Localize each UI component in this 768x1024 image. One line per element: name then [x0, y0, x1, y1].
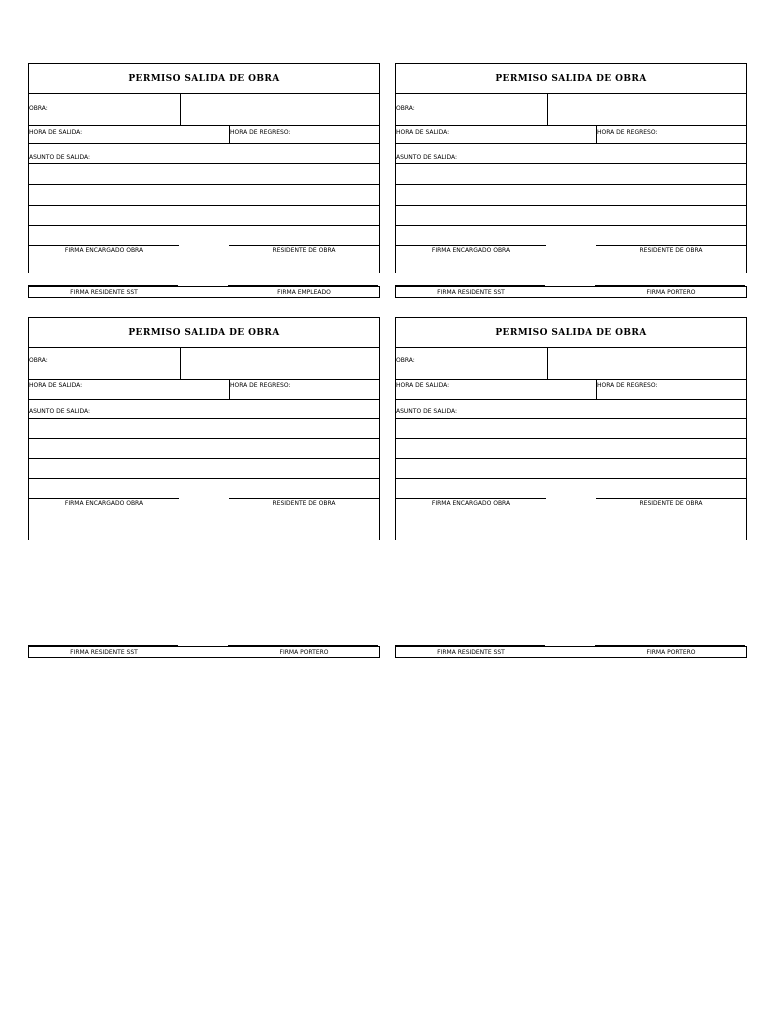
hora-regreso-label: HORA DE REGRESO: — [597, 129, 658, 136]
obra-label: OBRA: — [29, 105, 48, 112]
permit-footer — [395, 646, 747, 658]
firma-encargado-label: FIRMA ENCARGADO OBRA — [64, 500, 144, 507]
row-divider — [29, 347, 379, 348]
firma-encargado-label: FIRMA ENCARGADO OBRA — [64, 247, 144, 254]
asunto-label: ASUNTO DE SALIDA: — [396, 408, 458, 415]
permit-form — [28, 317, 380, 658]
obra-label: OBRA: — [396, 357, 415, 364]
hora-regreso-label: HORA DE REGRESO: — [597, 382, 658, 389]
permit-form — [395, 63, 747, 298]
signature-line — [29, 498, 179, 499]
permit-body — [28, 347, 380, 540]
row-divider — [29, 125, 379, 126]
obra-field-divider — [180, 347, 181, 379]
permit-footer — [395, 286, 747, 298]
obra-label: OBRA: — [29, 357, 48, 364]
residente-obra-label: RESIDENTE DE OBRA — [272, 500, 336, 507]
obra-field-divider — [547, 347, 548, 379]
row-divider — [29, 438, 379, 439]
asunto-label: ASUNTO DE SALIDA: — [29, 408, 91, 415]
obra-field-divider — [547, 93, 548, 125]
permit-title: PERMISO SALIDA DE OBRA — [395, 63, 747, 94]
row-divider — [396, 225, 746, 226]
permit-form — [28, 63, 380, 298]
permit-title: PERMISO SALIDA DE OBRA — [395, 317, 747, 348]
row-divider — [396, 438, 746, 439]
signature-line — [396, 498, 546, 499]
signature-line — [396, 245, 546, 246]
row-divider — [396, 399, 746, 400]
hora-regreso-label: HORA DE REGRESO: — [230, 129, 291, 136]
firma-residente-sst-label: FIRMA RESIDENTE SST — [70, 649, 138, 656]
signature-line — [229, 498, 379, 499]
hora-salida-label: HORA DE SALIDA: — [29, 382, 83, 389]
firma-portero-label: FIRMA PORTERO — [279, 649, 329, 656]
row-divider — [29, 399, 379, 400]
row-divider — [29, 379, 379, 380]
row-divider — [396, 143, 746, 144]
obra-label: OBRA: — [396, 105, 415, 112]
firma-portero-label: FIRMA PORTERO — [646, 649, 696, 656]
row-divider — [396, 93, 746, 94]
residente-obra-label: RESIDENTE DE OBRA — [272, 247, 336, 254]
row-divider — [29, 478, 379, 479]
permit-footer — [28, 286, 380, 298]
signature-line — [229, 245, 379, 246]
signature-line — [596, 498, 746, 499]
row-divider — [29, 163, 379, 164]
permit-title: PERMISO SALIDA DE OBRA — [28, 63, 380, 94]
row-divider — [396, 418, 746, 419]
row-divider — [29, 458, 379, 459]
permit-form — [395, 317, 747, 658]
firma-residente-sst-label: FIRMA RESIDENTE SST — [437, 649, 505, 656]
asunto-label: ASUNTO DE SALIDA: — [29, 154, 91, 161]
row-divider — [396, 125, 746, 126]
row-divider — [29, 205, 379, 206]
obra-field-divider — [180, 93, 181, 125]
firma-empleado-label: FIRMA EMPLEADO — [277, 289, 331, 296]
row-divider — [396, 458, 746, 459]
signature-line — [29, 245, 179, 246]
row-divider — [29, 93, 379, 94]
firma-portero-label: FIRMA PORTERO — [646, 289, 696, 296]
row-divider — [29, 418, 379, 419]
row-divider — [396, 205, 746, 206]
permit-body — [395, 347, 747, 540]
residente-obra-label: RESIDENTE DE OBRA — [639, 247, 703, 254]
asunto-label: ASUNTO DE SALIDA: — [396, 154, 458, 161]
hora-salida-label: HORA DE SALIDA: — [396, 382, 450, 389]
firma-residente-sst-label: FIRMA RESIDENTE SST — [437, 289, 505, 296]
row-divider — [29, 225, 379, 226]
residente-obra-label: RESIDENTE DE OBRA — [639, 500, 703, 507]
row-divider — [396, 379, 746, 380]
permit-title: PERMISO SALIDA DE OBRA — [28, 317, 380, 348]
hora-salida-label: HORA DE SALIDA: — [396, 129, 450, 136]
permit-footer — [28, 646, 380, 658]
firma-encargado-label: FIRMA ENCARGADO OBRA — [431, 247, 511, 254]
firma-residente-sst-label: FIRMA RESIDENTE SST — [70, 289, 138, 296]
permit-body — [28, 93, 380, 273]
permit-body — [395, 93, 747, 273]
row-divider — [396, 347, 746, 348]
hora-salida-label: HORA DE SALIDA: — [29, 129, 83, 136]
firma-encargado-label: FIRMA ENCARGADO OBRA — [431, 500, 511, 507]
row-divider — [396, 478, 746, 479]
row-divider — [29, 143, 379, 144]
row-divider — [396, 184, 746, 185]
row-divider — [29, 184, 379, 185]
row-divider — [396, 163, 746, 164]
signature-line — [596, 245, 746, 246]
hora-regreso-label: HORA DE REGRESO: — [230, 382, 291, 389]
